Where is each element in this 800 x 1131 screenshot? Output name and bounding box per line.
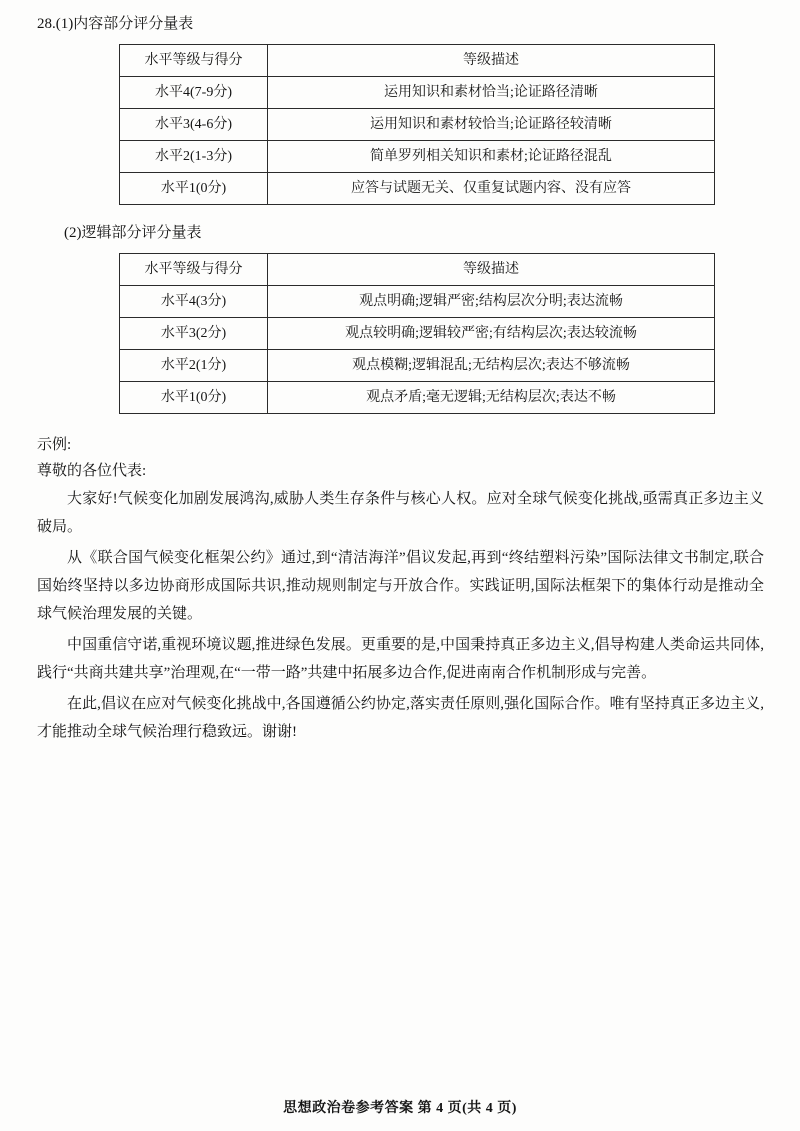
table-header-row [120, 45, 715, 77]
desc-cell: 运用知识和素材恰当;论证路径清晰 [268, 77, 715, 109]
table-row [120, 173, 715, 205]
table-row [120, 318, 715, 350]
level-cell: 水平2(1-3分) [120, 141, 268, 173]
level-cell: 水平4(7-9分) [120, 77, 268, 109]
logic-rubric [119, 253, 764, 414]
header-level: 水平等级与得分 [120, 45, 268, 77]
table-row [120, 350, 715, 382]
header-level: 水平等级与得分 [120, 254, 268, 286]
level-cell: 水平1(0分) [120, 382, 268, 414]
level-cell: 水平1(0分) [120, 173, 268, 205]
desc-cell: 观点明确;逻辑严密;结构层次分明;表达流畅 [268, 286, 715, 318]
table-row [120, 109, 715, 141]
section2-title: (2)逻辑部分评分量表 [64, 225, 202, 241]
header-desc: 等级描述 [268, 254, 715, 286]
table-header-row [120, 254, 715, 286]
content-rubric-table [119, 44, 715, 205]
body-paragraph: 大家好!气候变化加剧发展鸿沟,威胁人类生存条件与核心人权。应对全球气候变化挑战,亟需真正多边主义破局。 [37, 491, 764, 535]
body-paragraph: 从《联合国气候变化框架公约》通过,到“清洁海洋”倡议发起,再到“终结塑料污染”国际法律文书制定,联合国始终坚持以多边协商形成国际共识,推动规则制定与开放合作。实践证明,国际法框架下的集体行动是推动全球气候治理发展的关键。 [37, 550, 764, 622]
desc-cell: 观点矛盾;毫无逻辑;无结构层次;表达不畅 [268, 382, 715, 414]
desc-cell: 观点较明确;逻辑较严密;有结构层次;表达较流畅 [268, 318, 715, 350]
page-footer: 思想政治卷参考答案 第 4 页(共 4 页) [283, 1101, 517, 1116]
level-cell: 水平3(2分) [120, 318, 268, 350]
header-desc: 等级描述 [268, 45, 715, 77]
content-rubric [119, 44, 764, 205]
table-row [120, 77, 715, 109]
logic-rubric-table [119, 253, 715, 414]
desc-cell: 运用知识和素材较恰当;论证路径较清晰 [268, 109, 715, 141]
table-row [120, 141, 715, 173]
desc-cell: 简单罗列相关知识和素材;论证路径混乱 [268, 141, 715, 173]
table-row [120, 286, 715, 318]
salutation: 尊敬的各位代表: [37, 463, 147, 479]
desc-cell: 应答与试题无关、仅重复试题内容、没有应答 [268, 173, 715, 205]
table-row [120, 382, 715, 414]
body-paragraph: 在此,倡议在应对气候变化挑战中,各国遵循公约协定,落实责任原则,强化国际合作。唯有坚持真正多边主义,才能推动全球气候治理行稳致远。谢谢! [37, 696, 764, 740]
desc-cell: 观点模糊;逻辑混乱;无结构层次;表达不够流畅 [268, 350, 715, 382]
body-paragraph: 中国重信守诺,重视环境议题,推进绿色发展。更重要的是,中国秉持真正多边主义,倡导构建人类命运共同体,践行“共商共建共享”治理观,在“一带一路”共建中拓展多边合作,促进南南合作机制形成与完善。 [37, 637, 764, 681]
level-cell: 水平4(3分) [120, 286, 268, 318]
level-cell: 水平2(1分) [120, 350, 268, 382]
level-cell: 水平3(4-6分) [120, 109, 268, 141]
section1-title: 28.(1)内容部分评分量表 [37, 16, 194, 32]
example-label: 示例: [37, 437, 72, 453]
